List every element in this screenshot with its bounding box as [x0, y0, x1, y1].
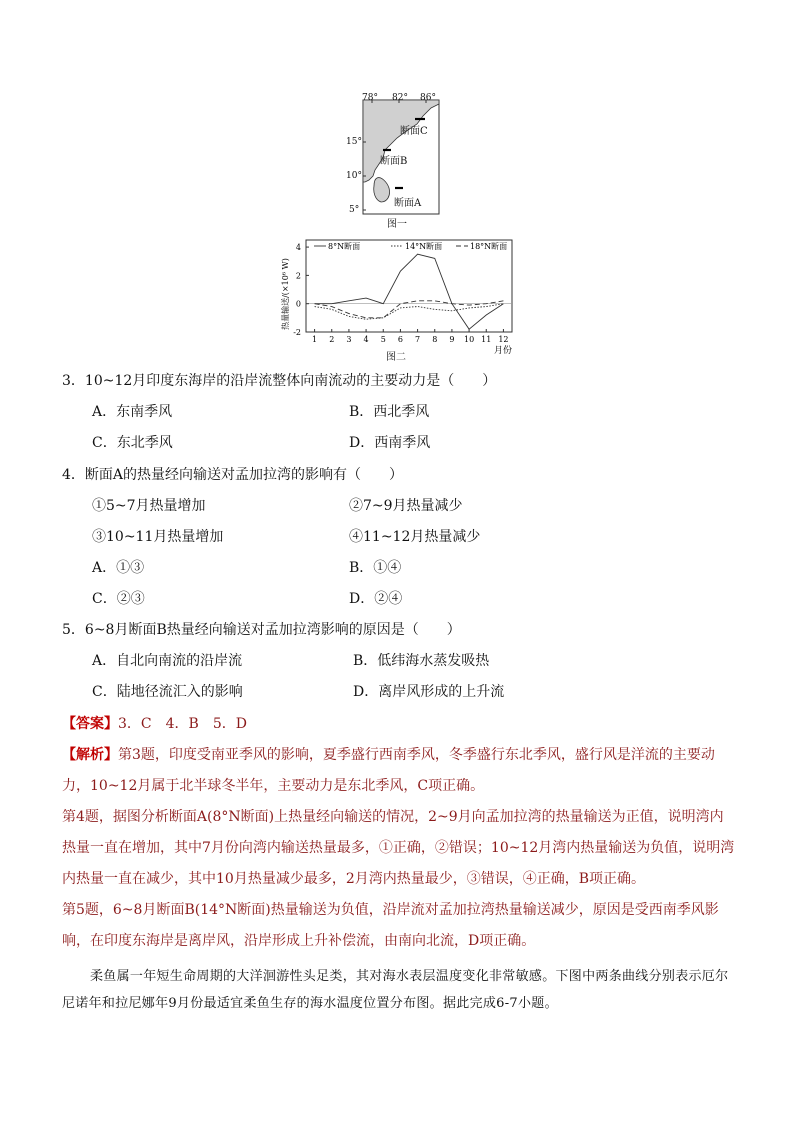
lat-label: 15° — [346, 137, 362, 147]
q5-option-a: A．自北向南流的沿岸流 — [92, 653, 243, 669]
y-tick-label: 0 — [295, 299, 301, 309]
x-tick-label: 9 — [449, 335, 455, 344]
series-line-1 — [315, 254, 504, 329]
q3-option-b: B．西北季风 — [349, 404, 430, 420]
plot-frame — [306, 240, 512, 332]
x-tick-label: 6 — [397, 335, 403, 344]
answer-line — [62, 714, 247, 734]
question-5-stem: 5．6~8月断面B热量经向输送对孟加拉湾影响的原因是（ ） — [62, 622, 461, 638]
next-section-intro: 柔鱼属一年短生命周期的大洋洄游性头足类，其对海水表层温度变化非常敏感。下图中两条曲线分别表示厄尔尼诺年和拉尼娜年9月份最适宜柔鱼生存的海水温度位置分布图。据此完成6-7小题。 — [62, 969, 729, 1011]
q4-option-a: A．①③ — [92, 560, 145, 576]
lon-label: 82° — [392, 93, 408, 103]
question-3-stem: 3．10~12月印度东海岸的沿岸流整体向南流动的主要动力是（ ） — [62, 373, 497, 389]
q3-option-d: D．西南季风 — [349, 435, 431, 451]
x-axis-label: 月份 — [493, 346, 512, 356]
q4-item-2: ②7~9月热量减少 — [349, 498, 463, 514]
y-tick-label: 4 — [295, 243, 301, 253]
x-tick-label: 1 — [312, 335, 318, 344]
figure-2-caption: 图二 — [386, 352, 406, 363]
analysis-tag: 【解析】 — [62, 747, 118, 763]
question-4-stem: 4．断面A的热量经向输送对孟加拉湾的影响有（ ） — [62, 467, 404, 483]
q4-item-3: ③10~11月热量增加 — [92, 529, 224, 545]
q4-option-c: C．②③ — [92, 591, 145, 607]
legend-label: 8°N断面 — [328, 242, 361, 251]
x-tick-label: 8 — [432, 335, 438, 344]
section-a-label: 断面A — [394, 198, 422, 209]
x-tick-label: 4 — [363, 335, 369, 344]
q5-option-d: D．离岸风形成的上升流 — [353, 684, 505, 700]
q4-item-1: ①5~7月热量增加 — [92, 498, 206, 514]
y-axis-label: 热量输送/(×10⁶ W) — [281, 258, 290, 330]
x-tick-label: 12 — [498, 335, 509, 344]
x-tick-label: 11 — [481, 335, 492, 344]
figure-2-chart — [276, 234, 526, 364]
analysis-p3: 第5题，6~8月断面B(14°N断面)热量输送为负值，沿岸流对孟加拉湾热量输送减少，原因是受西南季风影响，在印度东海岸是离岸风，沿岸形成上升补偿流，由南向北流，D项正确。 — [62, 902, 719, 949]
series-line-2 — [315, 304, 504, 320]
y-tick-label: 2 — [295, 271, 301, 281]
x-tick-label: 2 — [329, 335, 335, 344]
y-tick-label: -2 — [293, 328, 301, 337]
legend-label: 14°N断面 — [405, 242, 443, 251]
q4-option-b: B．①④ — [349, 560, 402, 576]
answer-text: 3．C 4．B 5．D — [118, 716, 247, 732]
figure-1-caption: 图一 — [387, 219, 407, 230]
lon-label: 78° — [362, 93, 378, 103]
q3-option-c: C．东北季风 — [92, 435, 173, 451]
legend-label: 18°N断面 — [470, 242, 508, 251]
section-b-label: 断面B — [380, 156, 408, 167]
q3-option-a: A．东南季风 — [92, 404, 173, 420]
lat-label: 10° — [346, 171, 362, 181]
x-tick-label: 5 — [380, 335, 386, 344]
analysis-p1: 【解析】第3题，印度受南亚季风的影响，夏季盛行西南季风，冬季盛行东北季风，盛行风是洋流的主要动力，10~12月属于北半球冬半年，主要动力是东北季风，C项正确。 — [62, 747, 715, 794]
analysis-p2: 第4题，据图分析断面A(8°N断面)上热量经向输送的情况，2~9月向孟加拉湾的热量输送为正值，说明湾内热量一直在增加，其中7月份向湾内输送热量最多，①正确，②错误；10~12月湾内热量输送为负值，说明湾内热量一直在减少，其中10月热量减少最多，2月湾内热量最少，③错误，④正确，B项正确。 — [62, 809, 735, 887]
x-tick-label: 7 — [415, 335, 421, 344]
q4-item-4: ④11~12月热量减少 — [349, 529, 481, 545]
q4-option-d: D．②④ — [349, 591, 403, 607]
lat-label: 5° — [349, 205, 360, 215]
answer-tag: 【答案】 — [62, 716, 118, 732]
analysis-block — [62, 740, 736, 957]
q5-option-b: B．低纬海水蒸发吸热 — [353, 653, 490, 669]
section-c-label: 断面C — [400, 126, 428, 137]
q5-option-c: C．陆地径流汇入的影响 — [92, 684, 243, 700]
x-tick-label: 3 — [346, 335, 352, 344]
lon-label: 86° — [420, 93, 436, 103]
x-tick-label: 10 — [463, 335, 475, 344]
